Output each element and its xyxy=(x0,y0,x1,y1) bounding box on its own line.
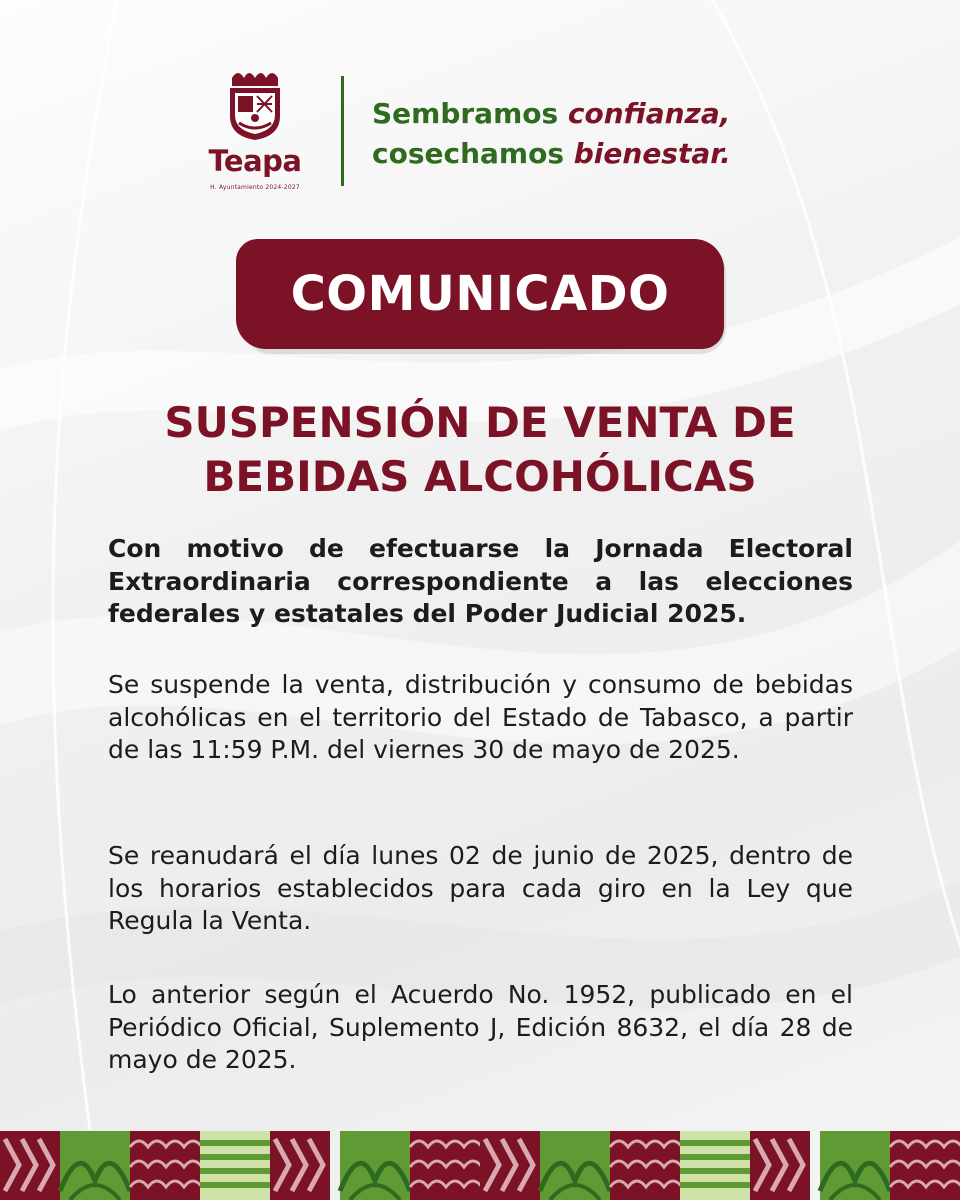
coat-of-arms-icon xyxy=(226,68,284,142)
notice-title xyxy=(80,396,880,504)
notice-title-line-1: SUSPENSIÓN DE VENTA DE xyxy=(164,398,796,447)
comunicado-banner xyxy=(236,239,724,349)
footer-pattern xyxy=(0,1131,960,1200)
logo-subtitle: H. Ayuntamiento 2024-2027 xyxy=(210,184,300,191)
logo-name: Teapa xyxy=(208,144,302,178)
header-divider xyxy=(341,76,344,186)
paragraph-intro: Con motivo de efectuarse la Jornada Electoral Extraordinaria correspondiente a las elecciones federales y estatales del Poder Judicial 2025. xyxy=(108,534,853,628)
slogan-line-1 xyxy=(372,94,731,134)
slogan xyxy=(372,94,731,174)
paragraph-resumption: Se reanudará el día lunes 02 de junio de 2025, dentro de los horarios establecidos para cada giro en la Ley que Regula la Venta. xyxy=(108,841,853,935)
banner-label: COMUNICADO xyxy=(290,266,670,322)
paragraph-agreement: Lo anterior según el Acuerdo No. 1952, publicado en el Periódico Oficial, Suplemento J, Edición 8632, el día 28 de mayo de 2025. xyxy=(108,980,853,1074)
slogan-line-2-emphasis: bienestar. xyxy=(573,137,731,170)
slogan-line-1-emphasis: confianza, xyxy=(567,97,731,130)
slogan-line-2-plain: cosechamos xyxy=(372,137,574,170)
paragraph-suspension: Se suspende la venta, distribución y consumo de bebidas alcohólicas en el territorio del Estado de Tabasco, a partir de las 11:59 P.M. del viernes 30 de mayo de 2025. xyxy=(108,670,853,764)
slogan-line-2 xyxy=(372,134,731,174)
slogan-line-1-plain: Sembramos xyxy=(372,97,568,130)
notice-title-line-2: BEBIDAS ALCOHÓLICAS xyxy=(203,452,757,501)
teapa-logo xyxy=(190,68,320,198)
